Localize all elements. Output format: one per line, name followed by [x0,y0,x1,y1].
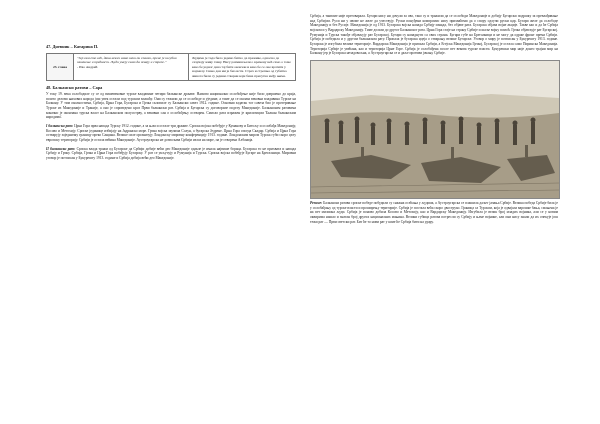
result-text: Балкански ратови српске победе побудили су снажна осећања у људима, а Аустроугарска се плашила даљег јачања Србије. Велика победа Србије била је у ослобађању од турске власти и проширењу територије. Србија је постала већа скоро двоструко. Граница са Турском, која је одвајала варошке бања, смањена је на пет милиона људи. Србија је поново добила Косово и Метохију, као и Вардарску Македонију. Изгубила је велик број младих војника, али се у новим оквирима нашао и знатан број других националних мањина. Велики губици ратова потресли су Србију и њене војнике, али они нису знали да их очекује још тежи рат — Први светски рат. Бит ће то нови рат у коме ће Србија бити на удару. [310,200,558,224]
historical-photo [310,60,560,199]
description-cell: Људима је тада било јединo битно да преживе, односно да сачувају живу главу. Нису размишљали о времену већ само о томе како бe једног дана тај бити окончан и како бe се оне вратити у нормалу. Свако дан им је био исти. Страх и стрепња од губитка живота били су једини стварни који бина присутна међу њима. [189,54,296,81]
section-47-heading: 47. Дневник – Катарина П. [46,44,99,49]
quote-author: - Иво Андрић [77,64,98,69]
diary-table [46,53,296,81]
first-war-paragraph [46,124,296,143]
right-column [310,14,558,224]
right-paragraph: Србија, а таквоме није преговарала. Бугари нису ни дочули за ово, тако су и тражили да се ослободи Македоније и добију Бугарски подршку за превлађивање над Србијом. Руси ни у овоме не желе да учествују. Руски понуђени компромис нису прихваћени да о спору одлучи руски цар. Бугари желе да ослободе Македонију и без Русије. Македонија је од 1913. Бугарска војска напада Србију изнада, без објаве рата. Бугарска објава војне акције. Такве као и да ће Србија војском и у Вардарску Македонију. Тиме долази до другог Балканског рата. Црна Гора стаје на страну Србије и шаље војну помоћ. Грчка објављује рат Бугарској. Румунија и Турска такође објављују рат Бугарској. Бугари су нападнути са свих страна. Бугари губе на Брегалници и не могу да одрже фронт према Србији. Србија је победила и у другом балканском рату. Пропала је бугарска идеја о стварању велике Бугарске. Уговор о миру је потписан у Букурешту 1913. године. Бугарска је изгубила велике територије. Вардарска Македонија је припала Србији, а Егејска Македонија Грчкој, Бугарској је остала само Пиринска Македонија. Територија Србије је увећана, као и територија Црне Горе. Србија је ослобођена после пет векова турске власти. Букурешки мир није донео трајни мир на Балкану јер је Бугарска незадовољна, а Аустроугарска се и даље противи јачању Србије. [310,14,558,56]
first-war-label: I балкански рат: [46,123,74,128]
quote-cell [74,54,189,81]
second-war-label: II балкански рат: [46,146,76,151]
result-label: Резиме: [310,200,323,205]
second-war-text: Српска влада тражи од Бугарске да Србији добије већи део Македоније одакле је имала највише бораца. Бугарска то не прихвата и напада Србију и Грчку. Србија, Грчка и Црна Гора побеђују Бугарску. У рат се укључују и Румунија и Турска. Српска војска побеђује Бугаре на Брегалници. Мировни уговор је потписан у Букурешту 1913. године и Србија добија већи део Македоније. [46,146,296,160]
photo-illustration [311,61,559,198]
quote-text: "Јер сам ето већ, дана неких имао неки он спасак, прене је изгубно изначење и предност. Људи умеју само да чекају и стрепе." [77,56,177,65]
second-war-paragraph [46,147,296,161]
row-label: 23. глава [47,54,74,81]
table-row [47,54,296,81]
first-war-text: Црна Гора прва напада Турску 1912. године, а за њом и остале три државе. Српска војска побеђује у Куманову и Битољу и ослобађа Македонију, Косово и Метохију. Српске јединице избијају на Јадранско море. Грчка војска заузима Солун, а бугарска Једрене. Црна Гора опседа Скадар. Србија и Црна Гора остварују заједничку границу преко Санџака. Великe силе организују Лондонску мировну конференцију 1913. године. Лондонским миром Турска губи скоро целу европску територију. Србији је остала већина Македоније. Аустроугарска не дозвољава Србији излаз на море, па је створена Албанија. [46,123,296,142]
intro-paragraph: У току 19. века ослободиле су се од вишевековне турске владавине четири балканске државе. Њихово национално ослобођење није било довршено до краја, пошто делови њихових народа још увек остали под турском влашћу. Они су тежили да се ослободе и уједине, а тиме да се окончa вековна владавина Турске на Балкану. У тим околностима, Србија, Црна Гора, Бугарска и Грчка склопиле су Балкански савез 1912. године. Основни задатак тог савеза био је протеривање Турске из Македоније и Тракије, а оно је спроведено кроз Први балкански рат. Србија и Бугарска су договориле поделу Македоније. Балканским ратовима коначно је окончана турска власт на Балканском полуострву, а вековни сан о ослобођењу остварен. Смисао рата изражен је крилатицом 'Балкан балканским народима'. [46,92,296,120]
result-paragraph [310,201,558,224]
left-column [46,44,296,161]
section-48-heading: 48. Балкански ратови – Сара [46,85,103,91]
